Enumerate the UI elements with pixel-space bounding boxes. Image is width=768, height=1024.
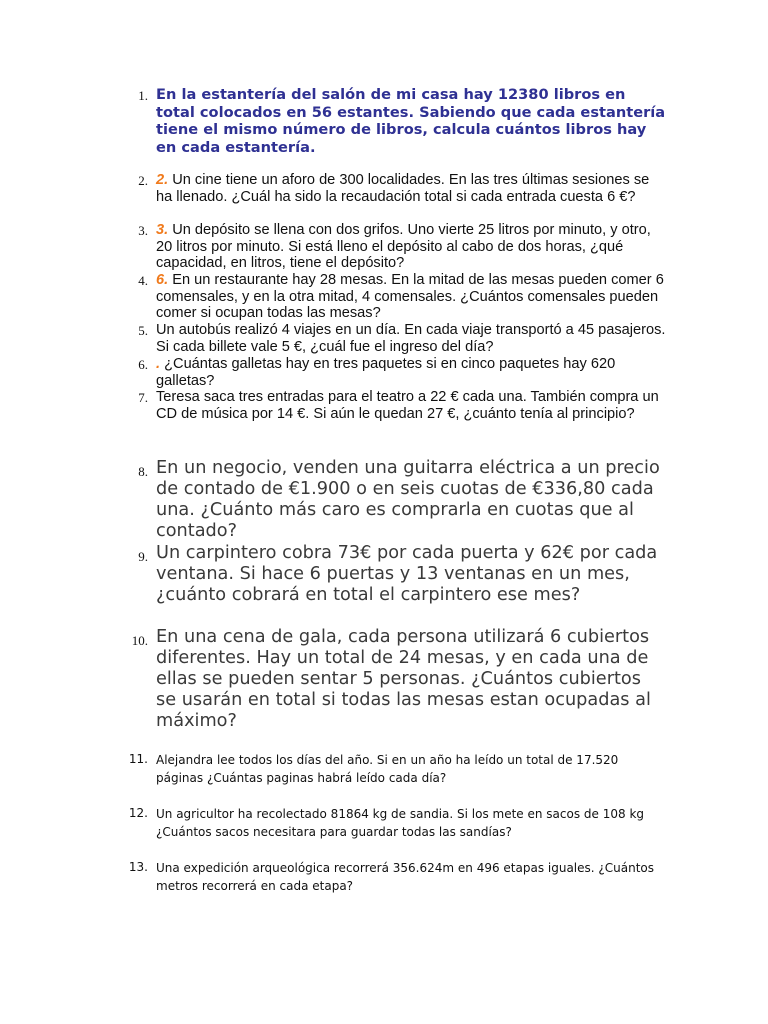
item-text bbox=[156, 272, 666, 322]
item-text: Un autobús realizó 4 viajes en un día. En cada viaje transportó a 45 pasajeros. Si cada billete vale 5 €, ¿cuál fue el ingreso del día? bbox=[156, 322, 666, 355]
item-marker: 3. bbox=[156, 222, 169, 238]
item-number: 4. bbox=[138, 273, 148, 288]
item-number: 8. bbox=[138, 464, 148, 479]
item-number: 9. bbox=[138, 549, 148, 564]
item-text: Alejandra lee todos los días del año. Si en un año ha leído un total de 17.520 páginas ¿Cuántas paginas habrá leído cada día? bbox=[156, 753, 619, 785]
item-text: Teresa saca tres entradas para el teatro a 22 € cada una. También compra un CD de música por 14 €. Si aún le quedan 27 €, ¿cuánto tenía al principio? bbox=[156, 389, 659, 422]
item-text: En la estantería del salón de mi casa hay 12380 libros en total colocados en 56 estantes. Sabiendo que cada estantería tiene el mismo número de libros, calcula cuántos libros hay en cada estantería. bbox=[156, 86, 666, 156]
item-number: 5. bbox=[138, 323, 148, 338]
item-text bbox=[156, 222, 666, 272]
item-number: 6. bbox=[138, 357, 148, 372]
item-text bbox=[156, 356, 666, 389]
item-number: 7. bbox=[138, 390, 148, 405]
item-number: 1. bbox=[138, 88, 148, 103]
item-text: En una cena de gala, cada persona utilizará 6 cubiertos diferentes. Hay un total de 24 mesas, y en cada una de ellas se pueden sentar 5 personas. ¿Cuántos cubiertos se usarán en total si todas las mesas estan ocupadas al máximo? bbox=[156, 627, 651, 731]
item-text bbox=[156, 172, 666, 205]
item-marker: 2. bbox=[156, 172, 169, 188]
item-number: 10. bbox=[131, 633, 148, 648]
item-body: En un restaurante hay 28 mesas. En la mitad de las mesas pueden comer 6 comensales, y en la otra mitad, 4 comensales. ¿Cuántos comensales pueden comer si ocupan todas las mesas? bbox=[156, 272, 664, 322]
item-marker: 6. bbox=[156, 272, 169, 288]
item-number: 2. bbox=[138, 173, 148, 188]
item-number: 12. bbox=[128, 806, 148, 820]
item-number: 3. bbox=[138, 223, 148, 238]
item-number: 13. bbox=[128, 860, 148, 874]
item-body: Un cine tiene un aforo de 300 localidades. En las tres últimas sesiones se ha llenado. ¿Cuál ha sido la recaudación total si cada entrada cuesta 6 €? bbox=[156, 172, 650, 205]
item-text: Una expedición arqueológica recorrerá 356.624m en 496 etapas iguales. ¿Cuántos metros recorrerá en cada etapa? bbox=[156, 861, 655, 893]
item-text: Un carpintero cobra 73€ por cada puerta y 62€ por cada ventana. Si hace 6 puertas y 13 ventanas en un mes, ¿cuánto cobrará en total el carpintero ese mes? bbox=[156, 543, 658, 605]
item-text: Un agricultor ha recolectado 81864 kg de sandia. Si los mete en sacos de 108 kg ¿Cuántos sacos necesitara para guardar todas las sandías? bbox=[156, 807, 645, 839]
item-body: ¿Cuántas galletas hay en tres paquetes si en cinco paquetes hay 620 galletas? bbox=[156, 356, 616, 389]
item-number: 11. bbox=[128, 752, 148, 766]
item-body: Un depósito se llena con dos grifos. Uno vierte 25 litros por minuto, y otro, 20 litros por minuto. Si está lleno el depósito al cabo de dos horas, ¿qué capacidad, en litros, tiene el depósito? bbox=[156, 222, 651, 272]
item-text: En un negocio, venden una guitarra eléctrica a un precio de contado de €1.900 o en seis cuotas de €336,80 cada una. ¿Cuánto más caro es comprarla en cuotas que al contado? bbox=[156, 458, 660, 541]
item-marker: . bbox=[156, 356, 161, 372]
